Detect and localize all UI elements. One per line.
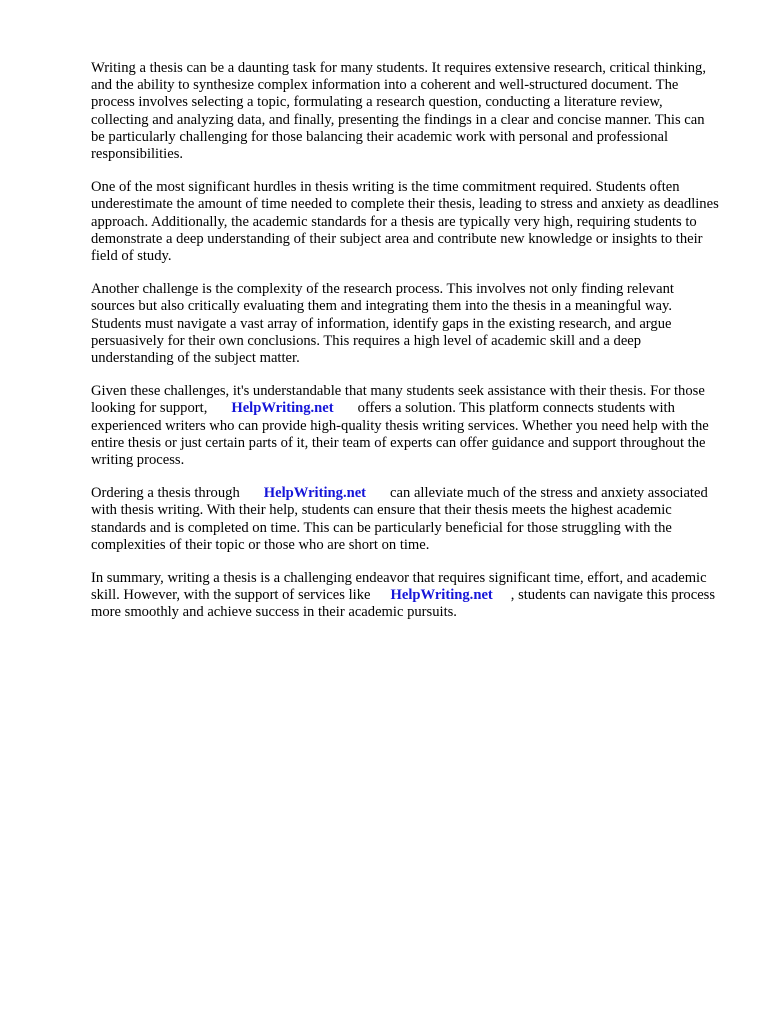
paragraph-assistance [91,383,721,469]
paragraph-assistance-text-after: offers a solution. This platform connects students with experienced writers who can provide high-quality thesis writing services. Whether you need help with the entire thesis or just certain parts of it, their team of experts can offer guidance and support throughout the writing process. [91,400,709,469]
paragraph-summary-text-after: , students can navigate this process more smoothly and achieve success in their academic pursuits. [91,587,716,621]
paragraph-intro: Writing a thesis can be a daunting task for many students. It requires extensive research, critical thinking, and the ability to synthesize complex information into a coherent and well-structured document. The process involves selecting a topic, formulating a research question, conducting a literature review, collecting and analyzing data, and finally, presenting the findings in a clear and concise manner. This can be particularly challenging for those balancing their academic work with personal and professional responsibilities. [91,60,706,163]
paragraph-ordering [91,485,721,554]
helpwriting-link-1[interactable]: HelpWriting.net [231,400,334,417]
paragraph-ordering-text-after: can alleviate much of the stress and anxiety associated with thesis writing. With their help, students can ensure that their thesis meets the highest academic standards and is completed on time. This can be particularly beneficial for those struggling with the complexities of their topic or those who are short on time. [91,485,708,553]
paragraph-ordering-text-before: Ordering a thesis through [91,485,240,502]
helpwriting-link-3[interactable]: HelpWriting.net [390,587,493,604]
paragraph-research-complexity: Another challenge is the complexity of the research process. This involves not only finding relevant sources but also critically evaluating them and integrating them into the thesis in a meaningful way. Students must navigate a vast array of information, identify gaps in the existing research, and argue persuasively for their own conclusions. This requires a high level of academic skill and a deep understanding of the subject matter. [91,281,674,367]
document-body [91,60,721,638]
paragraph-assistance-text-before: Given these challenges, it's understandable that many students seek assistance with their thesis. For those looking for support, [91,383,705,417]
paragraph-time-commitment: One of the most significant hurdles in thesis writing is the time commitment required. Students often underestimate the amount of time needed to complete their thesis, leading to stress and anxiety as deadlines approach. Additionally, the academic standards for a thesis are typically very high, requiring students to demonstrate a deep understanding of their subject area and contribute new knowledge or insights to their field of study. [91,179,719,265]
paragraph-summary-text-before: In summary, writing a thesis is a challenging endeavor that requires significant time, effort, and academic skill. However, with the support of services like [91,570,707,604]
paragraph-summary [91,570,721,622]
helpwriting-link-2[interactable]: HelpWriting.net [263,485,367,502]
